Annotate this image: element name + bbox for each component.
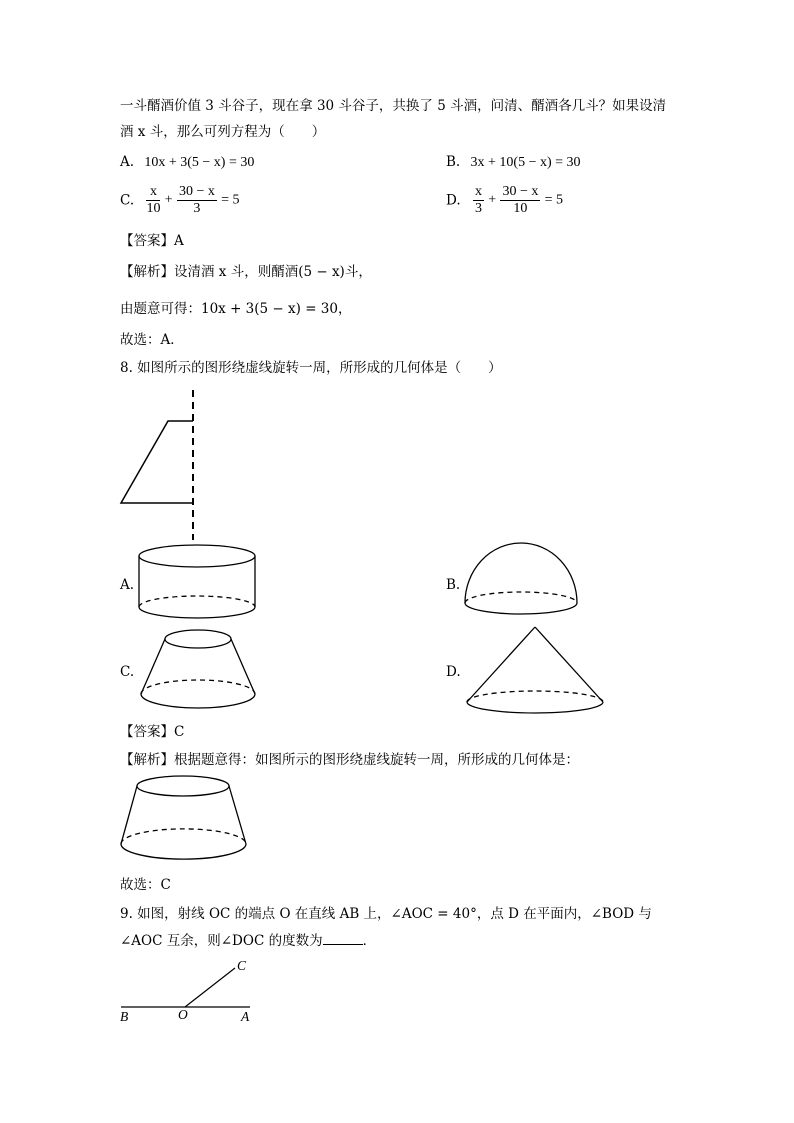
option-d-fraction-2 xyxy=(500,184,540,217)
q8-analysis: 【解析】根据题意得：如图所示的图形绕虚线旋转一周，所形成的几何体是： xyxy=(120,752,579,768)
frustum-bottom-back xyxy=(141,680,255,694)
plus-sign: + xyxy=(164,192,173,208)
trapezoid-outline xyxy=(121,421,193,503)
fraction-denominator: 3 xyxy=(474,201,482,216)
frustum-bottom-front xyxy=(141,694,255,708)
ray-oc xyxy=(185,968,235,1007)
equals-five: = 5 xyxy=(221,192,240,208)
option-c-fraction-1 xyxy=(146,184,160,217)
fraction-denominator: 3 xyxy=(193,201,201,216)
equals-five: = 5 xyxy=(544,192,564,208)
frustum-right-edge xyxy=(229,786,246,844)
analysis-frustum-figure xyxy=(115,772,255,872)
plus-sign: + xyxy=(488,192,497,208)
fraction-numerator: x xyxy=(474,184,482,199)
q8-option-c-label: C. xyxy=(120,664,135,680)
q9-stem-text: ∠AOC 互余，则∠DOC 的度数为 xyxy=(120,933,323,949)
cylinder-top xyxy=(139,545,255,567)
q8-conclusion: 故选：C xyxy=(120,877,171,893)
q7-option-d xyxy=(446,184,563,217)
cylinder-figure xyxy=(135,540,265,620)
hemisphere-figure xyxy=(460,540,580,620)
frustum-top xyxy=(165,630,231,648)
cone-left-edge xyxy=(467,627,535,702)
label-a: A xyxy=(241,1009,250,1024)
q7-analysis-line2: 由题意可得：10x + 3(5 − x) = 30， xyxy=(120,301,352,317)
q9-stem-line1: 9. 如图，射线 OC 的端点 O 在直线 AB 上，∠AOC = 40°，点 D 在平面内，∠BOD 与 xyxy=(120,906,652,922)
frustum-right-edge xyxy=(231,639,255,694)
fraction-denominator: 10 xyxy=(513,201,528,216)
fraction-numerator: x xyxy=(146,184,160,201)
cone-base-back xyxy=(467,691,603,702)
q8-stem: 8. 如图所示的图形绕虚线旋转一周，所形成的几何体是（ ） xyxy=(120,360,502,376)
q7-stem-line2: 酒 x 斗，那么可列方程为（ ） xyxy=(120,124,326,140)
q7-analysis-line1: 【解析】设清酒 x 斗，则醑酒(5 − x)斗， xyxy=(120,264,372,280)
frustum-left-edge xyxy=(141,639,165,694)
label-c: C xyxy=(237,958,247,973)
q8-answer: 【答案】C xyxy=(120,724,185,740)
option-d-label: D. xyxy=(446,192,461,209)
fraction-numerator: 30 − x xyxy=(502,184,539,199)
label-b: B xyxy=(120,1009,129,1024)
option-b-label: B. xyxy=(446,154,461,170)
option-c-fraction-2 xyxy=(177,184,217,217)
frustum-bottom-front xyxy=(121,844,246,859)
q9-stem-line2 xyxy=(120,930,376,951)
cylinder-bottom-front xyxy=(139,607,255,618)
q9-stem-end: ． xyxy=(362,933,377,949)
q8-option-a-label: A. xyxy=(120,577,135,593)
label-o: O xyxy=(178,1007,188,1022)
option-d-fraction-1 xyxy=(473,184,484,217)
fraction-denominator: 10 xyxy=(146,201,161,216)
q7-option-c xyxy=(120,184,240,217)
hemisphere-base-front xyxy=(465,603,577,614)
frustum-bottom-back xyxy=(121,829,246,844)
q7-stem-line1: 一斗醑酒价值 3 斗谷子，现在拿 30 斗谷子，共换了 5 斗酒，问清、醑酒各几斗？如果设清 xyxy=(120,98,667,114)
fraction-numerator: 30 − x xyxy=(178,184,215,199)
q7-option-a xyxy=(120,152,254,173)
frustum-figure xyxy=(135,625,265,720)
option-b-expression: 3x + 10(5 − x) = 30 xyxy=(470,155,581,170)
answer-blank xyxy=(323,930,363,945)
cylinder-bottom-back xyxy=(139,596,255,607)
cone-figure xyxy=(460,622,610,717)
option-a-label: A. xyxy=(120,154,135,170)
trapezoid-rotation-figure xyxy=(110,385,210,545)
cone-right-edge xyxy=(535,627,603,702)
frustum-left-edge xyxy=(121,786,137,844)
q8-option-b-label: B. xyxy=(446,577,461,593)
hemisphere-dome xyxy=(465,543,577,603)
q7-analysis-line3: 故选：A． xyxy=(120,332,184,348)
option-a-expression: 10x + 3(5 − x) = 30 xyxy=(144,155,255,170)
frustum-top xyxy=(137,776,229,796)
q8-option-d-label: D. xyxy=(446,664,461,680)
cone-base-front xyxy=(467,702,603,713)
option-c-label: C. xyxy=(120,192,135,209)
q7-answer: 【答案】A xyxy=(120,233,184,249)
hemisphere-base-back xyxy=(465,592,577,603)
q7-option-b xyxy=(446,152,581,173)
